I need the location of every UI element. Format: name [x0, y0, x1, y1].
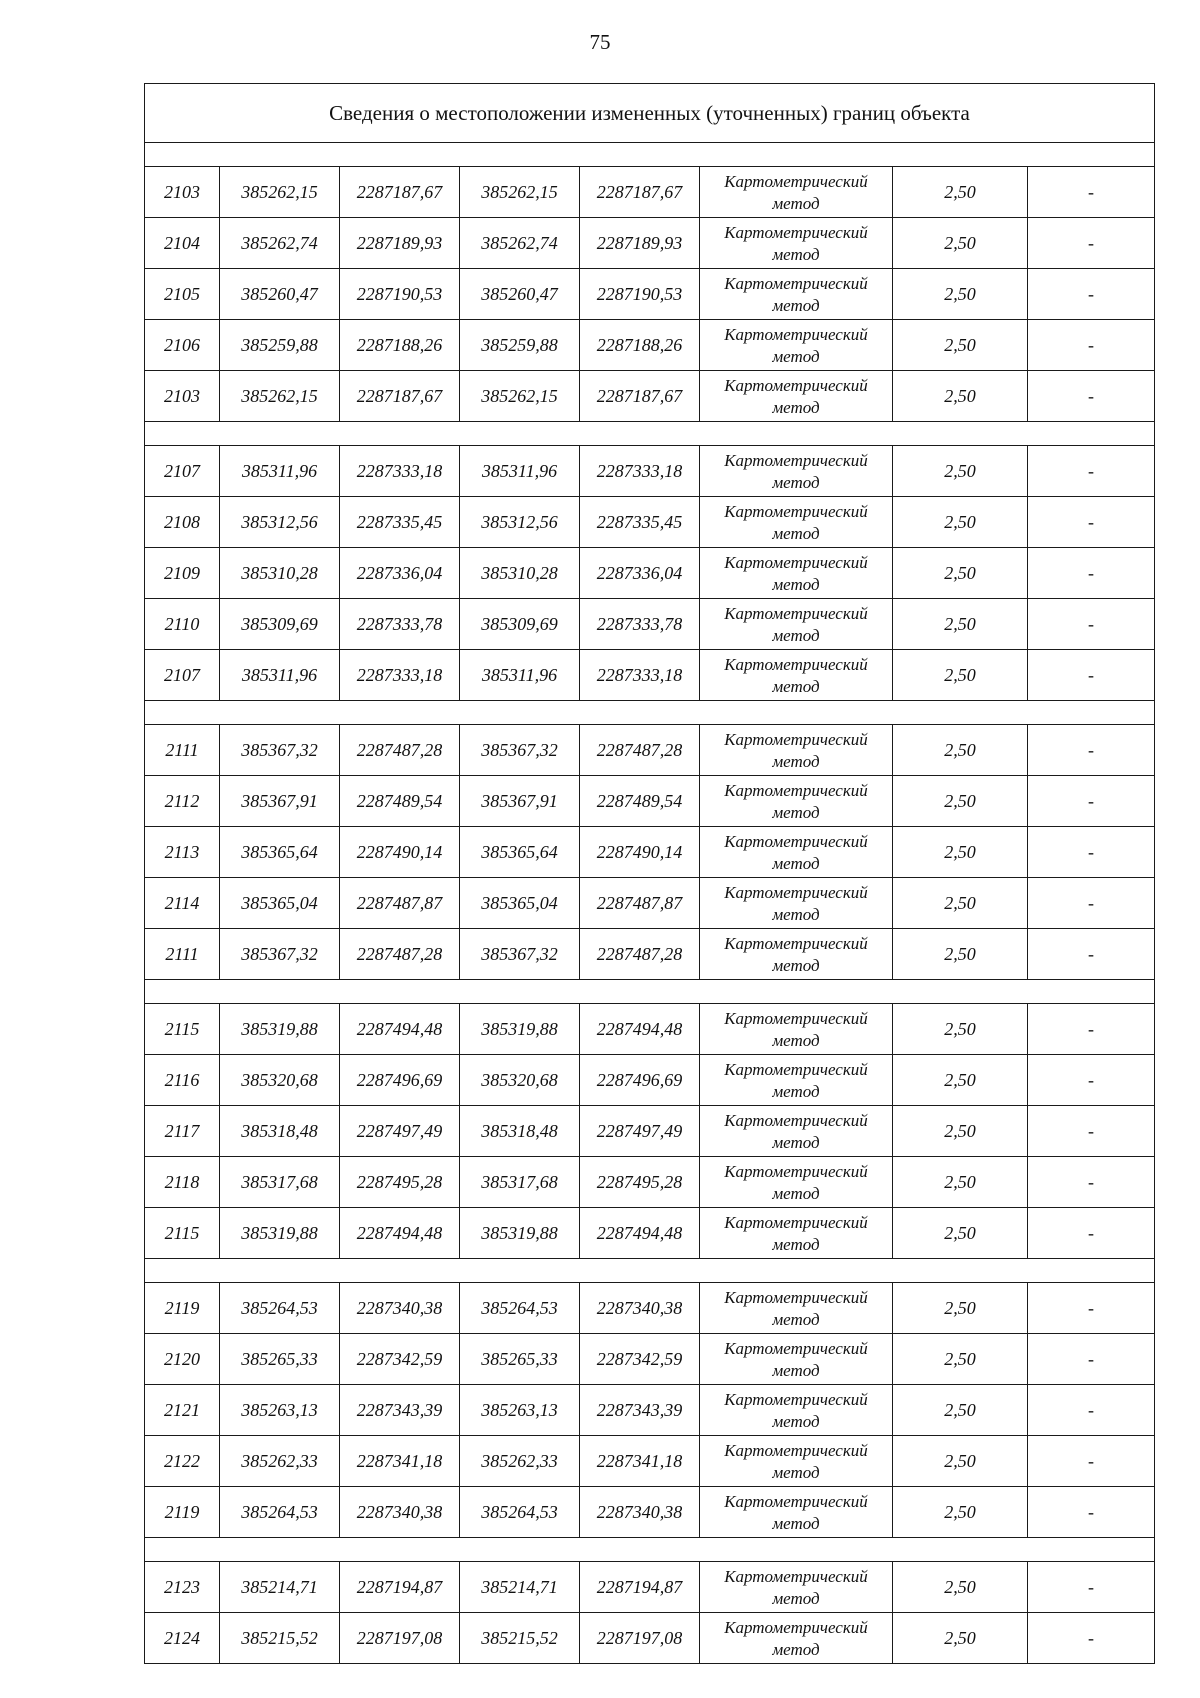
existing-y-cell: 2287333,18	[340, 446, 460, 497]
existing-y-cell: 2287190,53	[340, 269, 460, 320]
note-cell: -	[1028, 827, 1155, 878]
group-separator-cell	[145, 980, 1155, 1004]
note-cell: -	[1028, 1562, 1155, 1613]
group-separator-row	[145, 1259, 1155, 1283]
table-row	[145, 1385, 1155, 1436]
boundary-coordinates-table	[144, 83, 1155, 1664]
table-row	[145, 1334, 1155, 1385]
note-cell: -	[1028, 1487, 1155, 1538]
precision-cell: 2,50	[893, 1562, 1028, 1613]
existing-x-cell: 385320,68	[220, 1055, 340, 1106]
table-row	[145, 776, 1155, 827]
note-cell: -	[1028, 1334, 1155, 1385]
new-x-cell: 385311,96	[460, 650, 580, 701]
point-number-cell: 2120	[145, 1334, 220, 1385]
table-row	[145, 725, 1155, 776]
existing-x-cell: 385312,56	[220, 497, 340, 548]
point-number-cell: 2116	[145, 1055, 220, 1106]
new-x-cell: 385263,13	[460, 1385, 580, 1436]
note-cell: -	[1028, 1004, 1155, 1055]
method-cell: Картометрический метод	[700, 725, 893, 776]
point-number-cell: 2113	[145, 827, 220, 878]
new-x-cell: 385262,33	[460, 1436, 580, 1487]
precision-cell: 2,50	[893, 320, 1028, 371]
point-number-cell: 2115	[145, 1004, 220, 1055]
point-number-cell: 2107	[145, 650, 220, 701]
table-row	[145, 1055, 1155, 1106]
existing-x-cell: 385265,33	[220, 1334, 340, 1385]
existing-x-cell: 385319,88	[220, 1208, 340, 1259]
table-row	[145, 1208, 1155, 1259]
group-separator-row	[145, 980, 1155, 1004]
point-number-cell: 2118	[145, 1157, 220, 1208]
existing-x-cell: 385317,68	[220, 1157, 340, 1208]
precision-cell: 2,50	[893, 1055, 1028, 1106]
note-cell: -	[1028, 1055, 1155, 1106]
point-number-cell: 2104	[145, 218, 220, 269]
method-cell: Картометрический метод	[700, 776, 893, 827]
method-cell: Картометрический метод	[700, 878, 893, 929]
point-number-cell: 2115	[145, 1208, 220, 1259]
existing-x-cell: 385318,48	[220, 1106, 340, 1157]
note-cell: -	[1028, 1106, 1155, 1157]
method-cell: Картометрический метод	[700, 1157, 893, 1208]
group-separator-row	[145, 422, 1155, 446]
new-y-cell: 2287341,18	[580, 1436, 700, 1487]
note-cell: -	[1028, 776, 1155, 827]
method-cell: Картометрический метод	[700, 1208, 893, 1259]
table-row	[145, 599, 1155, 650]
point-number-cell: 2103	[145, 371, 220, 422]
existing-x-cell: 385262,33	[220, 1436, 340, 1487]
new-y-cell: 2287342,59	[580, 1334, 700, 1385]
new-x-cell: 385310,28	[460, 548, 580, 599]
point-number-cell: 2111	[145, 929, 220, 980]
existing-y-cell: 2287336,04	[340, 548, 460, 599]
new-y-cell: 2287333,18	[580, 446, 700, 497]
existing-y-cell: 2287333,18	[340, 650, 460, 701]
page-number: 75	[589, 30, 611, 54]
precision-cell: 2,50	[893, 497, 1028, 548]
precision-cell: 2,50	[893, 1436, 1028, 1487]
point-number-cell: 2107	[145, 446, 220, 497]
new-y-cell: 2287333,18	[580, 650, 700, 701]
table-row	[145, 1562, 1155, 1613]
new-y-cell: 2287343,39	[580, 1385, 700, 1436]
existing-x-cell: 385264,53	[220, 1283, 340, 1334]
existing-x-cell: 385319,88	[220, 1004, 340, 1055]
existing-y-cell: 2287487,28	[340, 725, 460, 776]
new-x-cell: 385264,53	[460, 1487, 580, 1538]
point-number-cell: 2105	[145, 269, 220, 320]
table-row	[145, 497, 1155, 548]
table-row	[145, 650, 1155, 701]
existing-y-cell: 2287497,49	[340, 1106, 460, 1157]
method-cell: Картометрический метод	[700, 929, 893, 980]
existing-x-cell: 385367,32	[220, 725, 340, 776]
table-row	[145, 827, 1155, 878]
new-y-cell: 2287335,45	[580, 497, 700, 548]
point-number-cell: 2119	[145, 1487, 220, 1538]
existing-y-cell: 2287335,45	[340, 497, 460, 548]
note-cell: -	[1028, 548, 1155, 599]
new-y-cell: 2287494,48	[580, 1004, 700, 1055]
method-cell: Картометрический метод	[700, 269, 893, 320]
table-row	[145, 929, 1155, 980]
new-y-cell: 2287490,14	[580, 827, 700, 878]
new-x-cell: 385367,32	[460, 929, 580, 980]
precision-cell: 2,50	[893, 878, 1028, 929]
method-cell: Картометрический метод	[700, 1613, 893, 1664]
point-number-cell: 2119	[145, 1283, 220, 1334]
note-cell: -	[1028, 446, 1155, 497]
new-x-cell: 385311,96	[460, 446, 580, 497]
point-number-cell: 2103	[145, 167, 220, 218]
precision-cell: 2,50	[893, 1334, 1028, 1385]
new-y-cell: 2287194,87	[580, 1562, 700, 1613]
new-x-cell: 385312,56	[460, 497, 580, 548]
new-x-cell: 385262,15	[460, 167, 580, 218]
method-cell: Картометрический метод	[700, 1385, 893, 1436]
note-cell: -	[1028, 167, 1155, 218]
existing-y-cell: 2287494,48	[340, 1208, 460, 1259]
note-cell: -	[1028, 929, 1155, 980]
method-cell: Картометрический метод	[700, 1436, 893, 1487]
point-number-cell: 2109	[145, 548, 220, 599]
new-y-cell: 2287495,28	[580, 1157, 700, 1208]
new-x-cell: 385215,52	[460, 1613, 580, 1664]
existing-x-cell: 385260,47	[220, 269, 340, 320]
precision-cell: 2,50	[893, 269, 1028, 320]
point-number-cell: 2122	[145, 1436, 220, 1487]
new-x-cell: 385317,68	[460, 1157, 580, 1208]
new-x-cell: 385262,74	[460, 218, 580, 269]
note-cell: -	[1028, 1613, 1155, 1664]
method-cell: Картометрический метод	[700, 218, 893, 269]
existing-y-cell: 2287189,93	[340, 218, 460, 269]
group-separator-row	[145, 701, 1155, 725]
new-y-cell: 2287188,26	[580, 320, 700, 371]
precision-cell: 2,50	[893, 1283, 1028, 1334]
new-y-cell: 2287340,38	[580, 1487, 700, 1538]
table-row	[145, 1613, 1155, 1664]
new-x-cell: 385318,48	[460, 1106, 580, 1157]
existing-y-cell: 2287342,59	[340, 1334, 460, 1385]
note-cell: -	[1028, 878, 1155, 929]
new-x-cell: 385309,69	[460, 599, 580, 650]
new-x-cell: 385320,68	[460, 1055, 580, 1106]
group-separator-cell	[145, 1538, 1155, 1562]
table-row	[145, 1487, 1155, 1538]
existing-x-cell: 385214,71	[220, 1562, 340, 1613]
table-title-row	[145, 84, 1155, 143]
precision-cell: 2,50	[893, 1208, 1028, 1259]
point-number-cell: 2117	[145, 1106, 220, 1157]
group-separator-row	[145, 143, 1155, 167]
table-row	[145, 446, 1155, 497]
existing-x-cell: 385311,96	[220, 650, 340, 701]
note-cell: -	[1028, 650, 1155, 701]
new-x-cell: 385264,53	[460, 1283, 580, 1334]
new-y-cell: 2287189,93	[580, 218, 700, 269]
precision-cell: 2,50	[893, 725, 1028, 776]
new-x-cell: 385365,04	[460, 878, 580, 929]
existing-y-cell: 2287194,87	[340, 1562, 460, 1613]
precision-cell: 2,50	[893, 371, 1028, 422]
note-cell: -	[1028, 1208, 1155, 1259]
point-number-cell: 2114	[145, 878, 220, 929]
table-row	[145, 1283, 1155, 1334]
point-number-cell: 2110	[145, 599, 220, 650]
note-cell: -	[1028, 1283, 1155, 1334]
point-number-cell: 2108	[145, 497, 220, 548]
new-y-cell: 2287197,08	[580, 1613, 700, 1664]
new-y-cell: 2287336,04	[580, 548, 700, 599]
note-cell: -	[1028, 371, 1155, 422]
note-cell: -	[1028, 218, 1155, 269]
new-y-cell: 2287187,67	[580, 371, 700, 422]
precision-cell: 2,50	[893, 929, 1028, 980]
precision-cell: 2,50	[893, 218, 1028, 269]
method-cell: Картометрический метод	[700, 320, 893, 371]
method-cell: Картометрический метод	[700, 1334, 893, 1385]
precision-cell: 2,50	[893, 1106, 1028, 1157]
new-x-cell: 385262,15	[460, 371, 580, 422]
group-separator-cell	[145, 422, 1155, 446]
existing-y-cell: 2287187,67	[340, 371, 460, 422]
existing-x-cell: 385367,91	[220, 776, 340, 827]
new-y-cell: 2287489,54	[580, 776, 700, 827]
precision-cell: 2,50	[893, 1004, 1028, 1055]
existing-y-cell: 2287333,78	[340, 599, 460, 650]
table-row	[145, 1004, 1155, 1055]
point-number-cell: 2111	[145, 725, 220, 776]
existing-x-cell: 385365,04	[220, 878, 340, 929]
table-body	[145, 84, 1155, 1664]
method-cell: Картометрический метод	[700, 599, 893, 650]
table-row	[145, 218, 1155, 269]
new-x-cell: 385319,88	[460, 1004, 580, 1055]
new-x-cell: 385260,47	[460, 269, 580, 320]
group-separator-cell	[145, 701, 1155, 725]
existing-y-cell: 2287340,38	[340, 1283, 460, 1334]
existing-y-cell: 2287343,39	[340, 1385, 460, 1436]
existing-x-cell: 385309,69	[220, 599, 340, 650]
method-cell: Картометрический метод	[700, 1487, 893, 1538]
existing-y-cell: 2287487,87	[340, 878, 460, 929]
point-number-cell: 2112	[145, 776, 220, 827]
table-row	[145, 1157, 1155, 1208]
method-cell: Картометрический метод	[700, 1004, 893, 1055]
note-cell: -	[1028, 1436, 1155, 1487]
point-number-cell: 2123	[145, 1562, 220, 1613]
existing-y-cell: 2287494,48	[340, 1004, 460, 1055]
precision-cell: 2,50	[893, 446, 1028, 497]
existing-y-cell: 2287188,26	[340, 320, 460, 371]
new-x-cell: 385319,88	[460, 1208, 580, 1259]
new-x-cell: 385367,32	[460, 725, 580, 776]
note-cell: -	[1028, 320, 1155, 371]
method-cell: Картометрический метод	[700, 1283, 893, 1334]
note-cell: -	[1028, 599, 1155, 650]
method-cell: Картометрический метод	[700, 1562, 893, 1613]
existing-y-cell: 2287489,54	[340, 776, 460, 827]
point-number-cell: 2121	[145, 1385, 220, 1436]
group-separator-cell	[145, 1259, 1155, 1283]
new-y-cell: 2287496,69	[580, 1055, 700, 1106]
precision-cell: 2,50	[893, 650, 1028, 701]
new-x-cell: 385365,64	[460, 827, 580, 878]
existing-x-cell: 385215,52	[220, 1613, 340, 1664]
new-y-cell: 2287340,38	[580, 1283, 700, 1334]
existing-x-cell: 385263,13	[220, 1385, 340, 1436]
table-row	[145, 371, 1155, 422]
new-x-cell: 385259,88	[460, 320, 580, 371]
precision-cell: 2,50	[893, 776, 1028, 827]
method-cell: Картометрический метод	[700, 548, 893, 599]
existing-y-cell: 2287197,08	[340, 1613, 460, 1664]
point-number-cell: 2106	[145, 320, 220, 371]
method-cell: Картометрический метод	[700, 446, 893, 497]
new-x-cell: 385367,91	[460, 776, 580, 827]
note-cell: -	[1028, 1157, 1155, 1208]
new-y-cell: 2287487,28	[580, 929, 700, 980]
new-y-cell: 2287494,48	[580, 1208, 700, 1259]
method-cell: Картометрический метод	[700, 650, 893, 701]
existing-y-cell: 2287340,38	[340, 1487, 460, 1538]
table-row	[145, 167, 1155, 218]
existing-x-cell: 385262,15	[220, 167, 340, 218]
note-cell: -	[1028, 1385, 1155, 1436]
method-cell: Картометрический метод	[700, 371, 893, 422]
existing-x-cell: 385365,64	[220, 827, 340, 878]
existing-x-cell: 385367,32	[220, 929, 340, 980]
existing-x-cell: 385310,28	[220, 548, 340, 599]
new-x-cell: 385265,33	[460, 1334, 580, 1385]
precision-cell: 2,50	[893, 1157, 1028, 1208]
method-cell: Картометрический метод	[700, 1055, 893, 1106]
point-number-cell: 2124	[145, 1613, 220, 1664]
note-cell: -	[1028, 497, 1155, 548]
precision-cell: 2,50	[893, 599, 1028, 650]
table-title: Сведения о местоположении измененных (уточненных) границ объекта	[145, 84, 1155, 143]
method-cell: Картометрический метод	[700, 497, 893, 548]
existing-x-cell: 385264,53	[220, 1487, 340, 1538]
new-y-cell: 2287333,78	[580, 599, 700, 650]
existing-y-cell: 2287495,28	[340, 1157, 460, 1208]
precision-cell: 2,50	[893, 827, 1028, 878]
precision-cell: 2,50	[893, 1487, 1028, 1538]
existing-x-cell: 385262,15	[220, 371, 340, 422]
precision-cell: 2,50	[893, 1385, 1028, 1436]
existing-x-cell: 385259,88	[220, 320, 340, 371]
method-cell: Картометрический метод	[700, 827, 893, 878]
existing-y-cell: 2287496,69	[340, 1055, 460, 1106]
group-separator-row	[145, 1538, 1155, 1562]
table-row	[145, 320, 1155, 371]
note-cell: -	[1028, 725, 1155, 776]
existing-x-cell: 385262,74	[220, 218, 340, 269]
new-y-cell: 2287497,49	[580, 1106, 700, 1157]
table-row	[145, 1436, 1155, 1487]
group-separator-cell	[145, 143, 1155, 167]
existing-y-cell: 2287490,14	[340, 827, 460, 878]
existing-y-cell: 2287487,28	[340, 929, 460, 980]
method-cell: Картометрический метод	[700, 1106, 893, 1157]
new-y-cell: 2287487,87	[580, 878, 700, 929]
new-y-cell: 2287187,67	[580, 167, 700, 218]
table-row	[145, 548, 1155, 599]
table-row	[145, 1106, 1155, 1157]
table-row	[145, 878, 1155, 929]
precision-cell: 2,50	[893, 548, 1028, 599]
table-row	[145, 269, 1155, 320]
new-y-cell: 2287190,53	[580, 269, 700, 320]
existing-x-cell: 385311,96	[220, 446, 340, 497]
precision-cell: 2,50	[893, 167, 1028, 218]
note-cell: -	[1028, 269, 1155, 320]
method-cell: Картометрический метод	[700, 167, 893, 218]
new-x-cell: 385214,71	[460, 1562, 580, 1613]
new-y-cell: 2287487,28	[580, 725, 700, 776]
existing-y-cell: 2287341,18	[340, 1436, 460, 1487]
precision-cell: 2,50	[893, 1613, 1028, 1664]
existing-y-cell: 2287187,67	[340, 167, 460, 218]
